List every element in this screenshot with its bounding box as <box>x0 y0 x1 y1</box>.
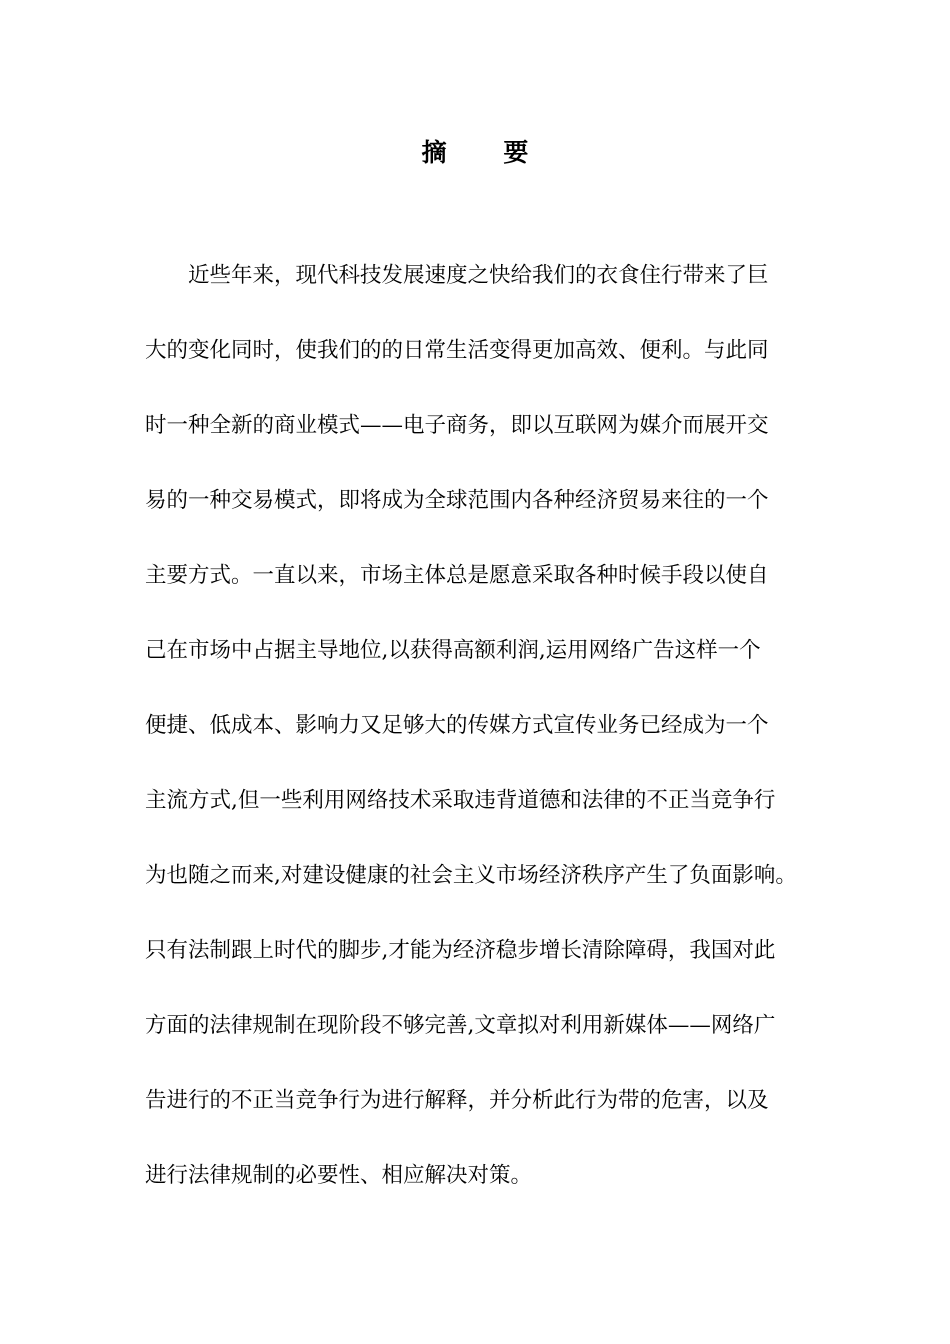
text-line: 己在市场中占据主导地位,以获得高额利润,运用网络广告这样一个 <box>145 638 761 663</box>
text-line: 大的变化同时，使我们的的日常生活变得更加高效、便利。与此同 <box>145 338 769 363</box>
text-line: 告进行的不正当竞争行为进行解释，并分析此行为带的危害，以及 <box>145 1088 769 1113</box>
text-line: 只有法制跟上时代的脚步,才能为经济稳步增长清除障碍，我国对此 <box>145 938 776 963</box>
text-line: 主要方式。一直以来，市场主体总是愿意采取各种时候手段以使自 <box>145 563 769 588</box>
text-line: 为也随之而来,对建设健康的社会主义市场经济秩序产生了负面影响。 <box>145 863 797 888</box>
text-line: 便捷、低成本、影响力又足够大的传媒方式宣传业务已经成为一个 <box>145 713 769 738</box>
text-line: 近些年来，现代科技发展速度之快给我们的衣食住行带来了巨 <box>188 263 769 288</box>
text-line: 易的一种交易模式，即将成为全球范围内各种经济贸易来往的一个 <box>145 488 769 513</box>
text-line: 方面的法律规制在现阶段不够完善,文章拟对利用新媒体——网络广 <box>145 1013 776 1038</box>
text-line: 主流方式,但一些利用网络技术采取违背道德和法律的不正当竞争行 <box>145 788 776 813</box>
text-line: 进行法律规制的必要性、相应解决对策。 <box>145 1163 533 1188</box>
abstract-body <box>145 256 825 1231</box>
text-line: 时一种全新的商业模式——电子商务，即以互联网为媒介而展开交 <box>145 413 769 438</box>
abstract-title: 摘 要 <box>421 138 553 167</box>
